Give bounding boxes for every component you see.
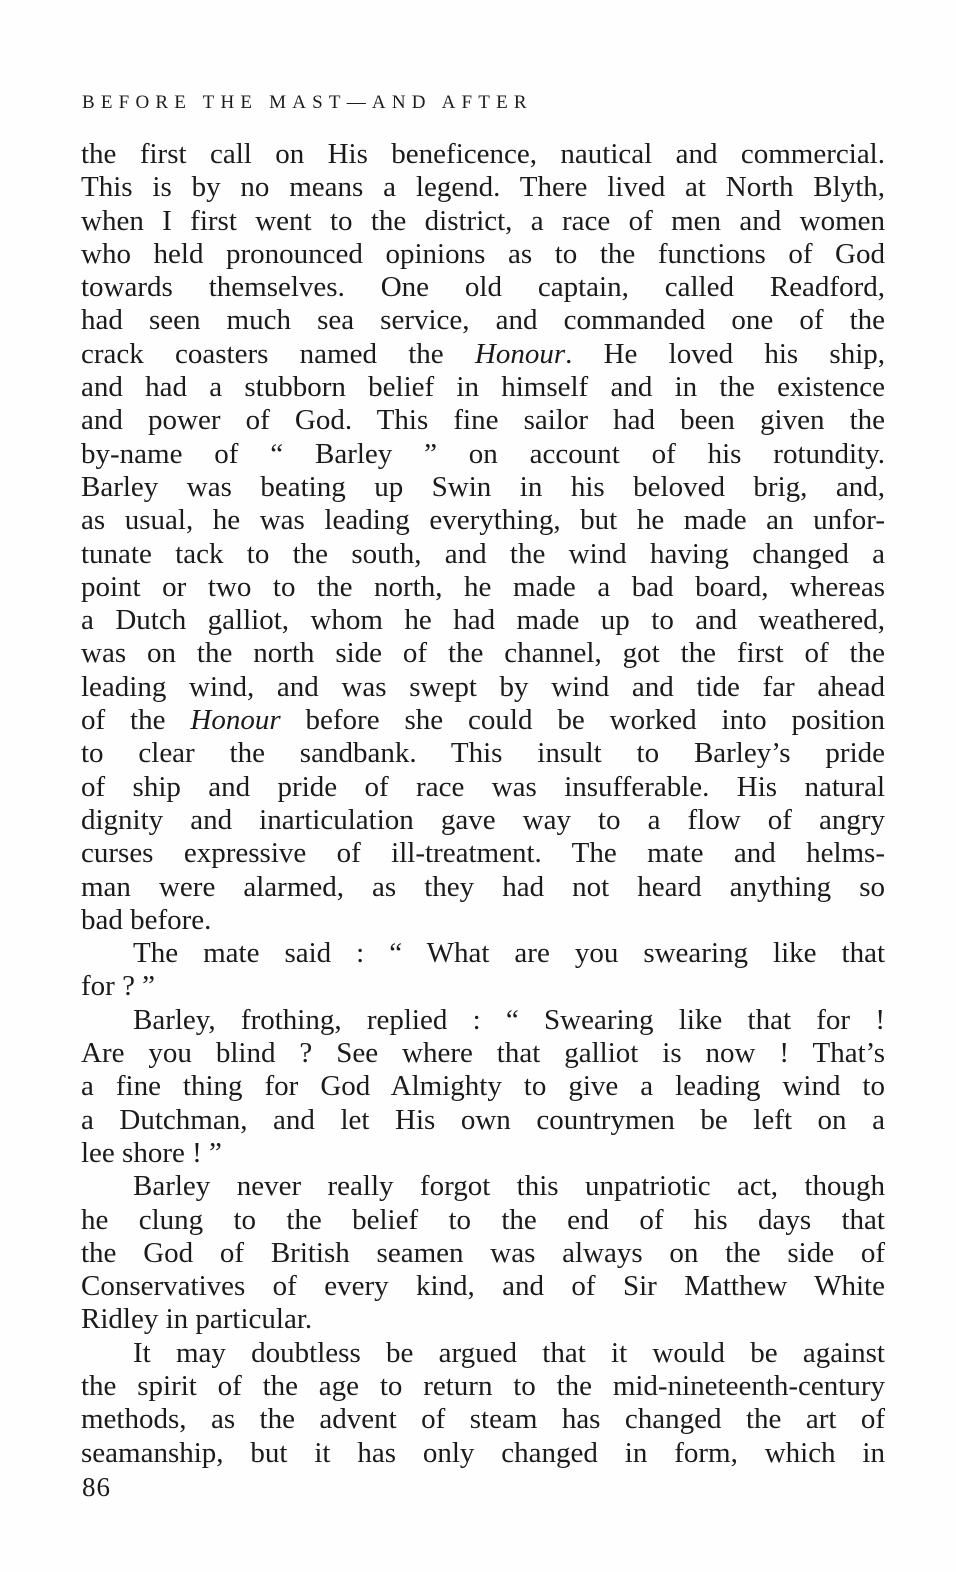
text-line: dignity and inarticulation gave way to a flow of angry — [81, 803, 885, 836]
text-line: Ridley in particular. — [81, 1303, 313, 1336]
text-line: bad before. — [81, 903, 212, 936]
text-line: to clear the sandbank. This insult to Barley’s pride — [81, 737, 885, 770]
text-line: a fine thing for God Almighty to give a leading wind to — [81, 1070, 885, 1103]
text-line: Barley, frothing, replied : “ Swearing like that for ! — [133, 1003, 885, 1036]
text-line: the God of British seamen was always on the side of — [81, 1236, 885, 1269]
ship-name: Honour — [474, 337, 566, 370]
text-line: crack coasters named the Honour. He loved his ship, — [81, 337, 885, 370]
text-line: and had a stubborn belief in himself and in the existence — [81, 371, 885, 404]
text-line: methods, as the advent of steam has changed the art of — [81, 1403, 885, 1436]
text-line: was on the north side of the channel, got the first of the — [81, 637, 885, 670]
text-line: who held pronounced opinions as to the functions of God — [81, 237, 885, 270]
text-line: for ? ” — [81, 970, 156, 1003]
text-line: of the Honour before she could be worked into position — [81, 704, 885, 737]
text-line: as usual, he was leading everything, but he made an unfor- — [81, 504, 885, 537]
running-head: BEFORE THE MAST—AND AFTER — [82, 92, 533, 113]
text-line: Conservatives of every kind, and of Sir Matthew White — [81, 1270, 885, 1303]
text-line: lee shore ! ” — [81, 1136, 222, 1169]
text-line: the first call on His beneficence, nautical and commercial. — [81, 138, 885, 170]
text-line: leading wind, and was swept by wind and tide far ahead — [81, 670, 885, 703]
text-line: tunate tack to the south, and the wind having changed a — [81, 537, 885, 570]
text-line: towards themselves. One old captain, called Readford, — [81, 271, 885, 304]
text-line: of ship and pride of race was insufferable. His natural — [81, 770, 885, 803]
text-line: This is by no means a legend. There lived at North Blyth, — [81, 171, 885, 204]
text-line: a Dutch galliot, whom he had made up to and weathered, — [81, 604, 885, 637]
text-line: and power of God. This fine sailor had been given the — [81, 404, 885, 437]
text-line: Barley never really forgot this unpatriotic act, though — [133, 1170, 885, 1203]
text-line: had seen much sea service, and commanded one of the — [81, 304, 885, 337]
text-line: Are you blind ? See where that galliot is now ! That’s — [81, 1037, 885, 1070]
text-line: seamanship, but it has only changed in form, which in — [81, 1436, 885, 1469]
body-text — [81, 138, 885, 1470]
text-line: man were alarmed, as they had not heard anything so — [81, 870, 885, 903]
text-line: the spirit of the age to return to the mid-nineteenth-century — [81, 1369, 885, 1402]
text-line: The mate said : “ What are you swearing like that — [133, 937, 885, 970]
page-number: 86 — [82, 1472, 111, 1502]
text-line: a Dutchman, and let His own countrymen be left on a — [81, 1103, 885, 1136]
text-line: when I first went to the district, a race of men and women — [81, 204, 885, 237]
text-line: by-name of “ Barley ” on account of his rotundity. — [81, 437, 885, 470]
text-line: It may doubtless be argued that it would be against — [133, 1336, 885, 1369]
ship-name: Honour — [190, 704, 281, 737]
text-line: curses expressive of ill-treatment. The mate and helms- — [81, 837, 885, 870]
text-line: Barley was beating up Swin in his beloved brig, and, — [81, 470, 885, 503]
text-line: he clung to the belief to the end of his days that — [81, 1203, 885, 1236]
text-line: point or two to the north, he made a bad board, whereas — [81, 570, 885, 603]
